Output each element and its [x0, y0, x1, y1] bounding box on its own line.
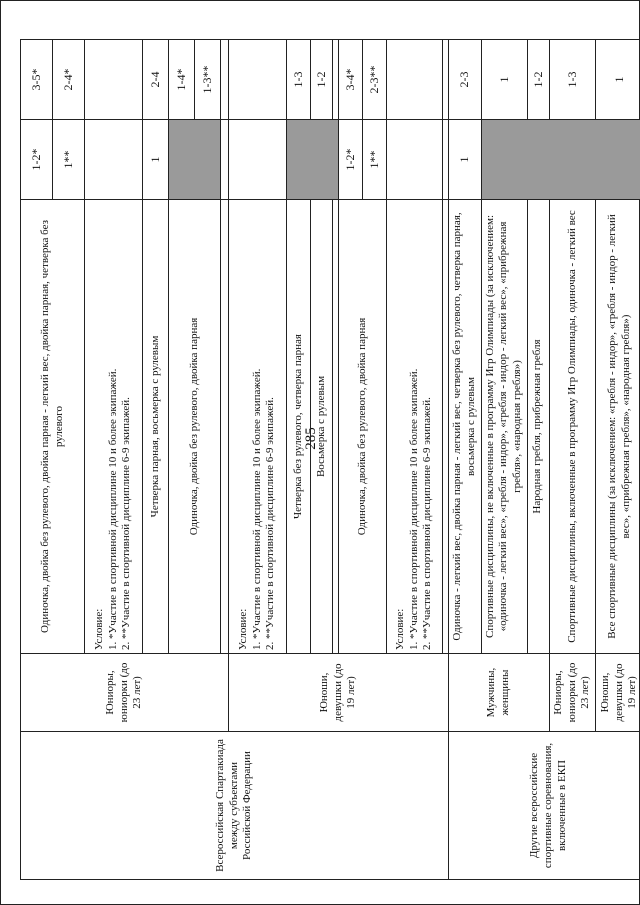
empty-cell [221, 200, 229, 654]
condition-title: Условие: [236, 608, 249, 650]
shaded-cell [169, 120, 221, 200]
empty-cell [387, 40, 443, 120]
discipline-cell: Четверка парная, восьмерка с рулевым [143, 200, 169, 654]
place-cell: 1** [53, 120, 85, 200]
discipline-cell: Народная гребля, прибрежная гребля [527, 200, 549, 654]
empty-cell [229, 120, 287, 200]
place-cell: 2-3** [363, 40, 387, 120]
place-cell: 1-3 [287, 40, 311, 120]
place-cell: 1 [143, 120, 169, 200]
condition-line: 2. **Участие в спортивной дисциплине 6-9 экипажей. [120, 397, 133, 650]
place-cell: 1-2 [311, 40, 333, 120]
rotated-table-container [20, 40, 639, 880]
place-cell: 1 [449, 120, 482, 200]
shaded-cell [481, 120, 640, 200]
place-cell: 1-2* [21, 120, 53, 200]
discipline-cell: Спортивные дисциплины, включенные в программу Игр Олимпиады, одиночка - легкий вес [549, 200, 595, 654]
place-cell: 1 [596, 40, 640, 120]
condition-title: Условие: [393, 608, 406, 650]
group-cell: Мужчины, женщины [449, 654, 550, 732]
discipline-cell: Спортивные дисциплины, не включенные в программу Игр Олимпиады (за исключением: «одиночка - легкий вес», «гребля - индор», «гребля - индор - легкий вес», «прибрежная гребля», «народная гребля») [481, 200, 527, 654]
condition-line: 1. *Участие в спортивной дисциплине 10 и более экипажей. [407, 368, 420, 650]
group-cell: Юниоры, юниорки (до 23 лет) [549, 654, 595, 732]
place-cell: 1-4* [169, 40, 195, 120]
place-cell: 2-3 [449, 40, 482, 120]
empty-cell [221, 120, 229, 200]
discipline-cell: Четверка без рулевого, четверка парная [287, 200, 311, 654]
empty-cell [85, 120, 143, 200]
place-cell: 2-4 [143, 40, 169, 120]
condition-cell [85, 200, 143, 654]
condition-cell [229, 200, 287, 654]
discipline-cell: Все спортивные дисциплины (за исключением: «гребля - индор», «гребля - индор - легкий вес», «прибрежная гребля», «народная гребля») [596, 200, 640, 654]
place-cell: 1 [481, 40, 527, 120]
ranking-table [20, 39, 640, 880]
place-cell: 1-2* [339, 120, 363, 200]
empty-cell [229, 40, 287, 120]
place-cell: 1-3** [195, 40, 221, 120]
competition-cell: Другие всероссийские спортивные соревнования, включенные в ЕКП [449, 732, 640, 880]
place-cell: 1-2 [527, 40, 549, 120]
place-cell: 2-4* [53, 40, 85, 120]
discipline-cell: Одиночка, двойка без рулевого, двойка парная [169, 200, 221, 654]
group-cell: Юноши, девушки (до 19 лет) [596, 654, 640, 732]
place-cell: 1-3 [549, 40, 595, 120]
place-cell: 1** [363, 120, 387, 200]
condition-line: 1. *Участие в спортивной дисциплине 10 и более экипажей. [250, 368, 263, 650]
table-row [21, 40, 53, 880]
discipline-cell: Одиночка, двойка без рулевого, двойка парная - легкий вес, двойка парная, четверка без рулевого [21, 200, 85, 654]
discipline-cell: Одиночка, двойка без рулевого, двойка парная [339, 200, 387, 654]
condition-line: 1. *Участие в спортивной дисциплине 10 и более экипажей. [106, 368, 119, 650]
condition-cell [387, 200, 443, 654]
discipline-cell: Одиночка - легкий вес, двойка парная - легкий вес, четверка без рулевого, четверка парная, восьмерка с рулевым [449, 200, 482, 654]
page-number: 285 [302, 427, 319, 450]
competition-cell: Всероссийская Спартакиада между субъектами Российской Федерации [21, 732, 449, 880]
group-cell: Юниоры, юниорки (до 23 лет) [21, 654, 229, 732]
place-cell: 3-4* [339, 40, 363, 120]
group-cell: Юноши, девушки (до 19 лет) [229, 654, 449, 732]
condition-title: Условие: [92, 608, 105, 650]
condition-line: 2. **Участие в спортивной дисциплине 6-9 экипажей. [421, 397, 434, 650]
shaded-cell [287, 120, 339, 200]
empty-cell [85, 40, 143, 120]
place-cell: 3-5* [21, 40, 53, 120]
discipline-cell: Восьмерка с рулевым [311, 200, 333, 654]
empty-cell [387, 120, 443, 200]
condition-line: 2. **Участие в спортивной дисциплине 6-9 экипажей. [264, 397, 277, 650]
table-row [449, 40, 482, 880]
empty-cell [221, 40, 229, 120]
